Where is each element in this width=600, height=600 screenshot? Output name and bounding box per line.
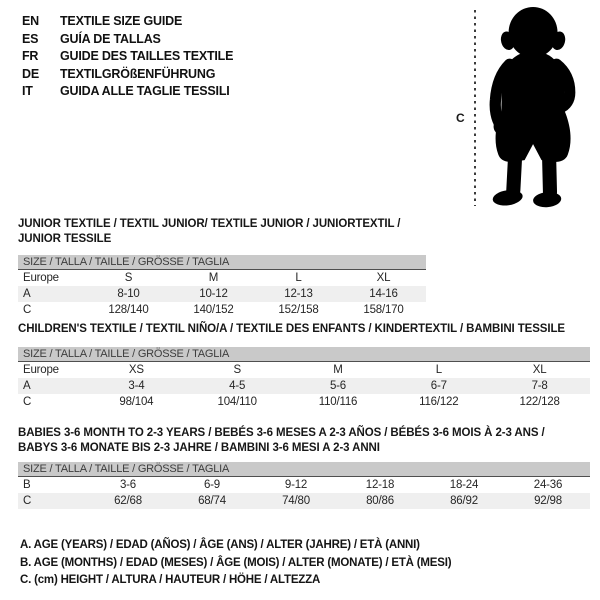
table-row [18, 270, 426, 286]
table-cell: 18-24 [449, 479, 479, 491]
guide-title-es: GUÍA DE TALLAS [60, 31, 161, 46]
table-cell: 4-5 [229, 380, 246, 392]
children-textile-section [18, 322, 590, 410]
table-cell: 10-12 [199, 288, 228, 300]
table-cell: 7-8 [531, 380, 548, 392]
table-cell: M [208, 272, 219, 284]
language-code: ES [22, 31, 39, 46]
table-cell: XL [376, 272, 391, 284]
table-cell: 86/92 [450, 495, 478, 507]
table-cell: 98/104 [119, 396, 154, 408]
babies-textile-section [18, 426, 590, 509]
table-title-line: JUNIOR TEXTILE / TEXTIL JUNIOR/ TEXTILE JUNIOR / JUNIORTEXTIL / JUNIOR TESSILE [18, 218, 401, 245]
table-cell: 62/68 [114, 495, 142, 507]
table-cell: 12-13 [284, 288, 313, 300]
table-cell: 24-36 [533, 479, 563, 491]
table-row [18, 378, 590, 394]
table-cell: S [124, 272, 133, 284]
language-code: FR [22, 49, 39, 64]
table-row [18, 302, 426, 318]
table-body [18, 270, 426, 318]
language-code: EN [22, 14, 39, 28]
table-title-line: BABYS 3-6 MONATE BIS 2-3 JAHRE / BAMBINI 3-6 MESI A 2-3 ANNI [18, 442, 380, 454]
size-header-band: SIZE / TALLA / TAILLE / GRÖSSE / TAGLIA [18, 462, 590, 477]
table-cell: S [233, 364, 241, 376]
table-row [18, 477, 590, 493]
row-label: C [23, 304, 32, 316]
guide-title-de: TEXTILGRÖßENFÜHRUNG [60, 66, 216, 81]
table-cell: 14-16 [369, 288, 398, 300]
table-cell: XS [128, 364, 144, 376]
table-title-line: BABIES 3-6 MONTH TO 2-3 YEARS / BEBÉS 3-6 MESES A 2-3 AÑOS / BÉBÉS 3-6 MOIS À 2-3 ANS / [18, 427, 545, 439]
language-code: DE [22, 66, 39, 81]
row-label: Europe [23, 364, 59, 376]
size-table [18, 347, 590, 410]
table-cell: 6-9 [203, 479, 221, 491]
junior-textile-section [18, 217, 426, 318]
table-title [18, 217, 426, 247]
table-cell: 152/158 [278, 304, 319, 316]
language-code: IT [22, 84, 33, 99]
table-row [18, 394, 590, 410]
table-cell: 104/110 [217, 396, 257, 408]
row-label: C [23, 396, 32, 408]
size-header-band: SIZE / TALLA / TAILLE / GRÖSSE / TAGLIA [18, 255, 426, 270]
size-header-band: SIZE / TALLA / TAILLE / GRÖSSE / TAGLIA [18, 347, 590, 362]
language-row [22, 66, 233, 84]
table-cell: M [333, 364, 343, 376]
table-title-line: CHILDREN'S TEXTILE / TEXTIL NIÑO/A / TEXTILE DES ENFANTS / KINDERTEXTIL / BAMBINI TESSILE [18, 323, 565, 335]
language-row [22, 48, 233, 66]
legend-line-a: A. AGE (YEARS) / EDAD (AÑOS) / ÂGE (ANS) / ALTER (JAHRE) / ETÀ (ANNI) [20, 539, 420, 551]
table-body [18, 477, 590, 509]
table-cell: 80/86 [366, 495, 394, 507]
table-cell: 116/122 [419, 396, 459, 408]
language-row [22, 13, 233, 31]
row-label: C [23, 495, 32, 507]
table-row [18, 286, 426, 302]
table-row [18, 362, 590, 378]
legend-line-c: C. (cm) HEIGHT / ALTURA / HAUTEUR / HÖHE / ALTEZZA [20, 574, 321, 586]
toddler-silhouette-figure [448, 4, 588, 214]
row-label: A [23, 380, 31, 392]
table-cell: 12-18 [365, 479, 395, 491]
row-label: A [23, 288, 31, 300]
language-row [22, 83, 233, 101]
guide-title-it: GUIDA ALLE TAGLIE TESSILI [60, 84, 230, 99]
language-row [22, 31, 233, 49]
guide-title-en: TEXTILE SIZE GUIDE [60, 14, 183, 28]
table-title [18, 322, 590, 337]
table-cell: XL [532, 364, 547, 376]
table-cell: 110/116 [318, 396, 358, 408]
table-cell: L [435, 364, 442, 376]
table-cell: 6-7 [430, 380, 447, 392]
table-cell: 3-6 [119, 479, 137, 491]
table-cell: 68/74 [198, 495, 226, 507]
table-body [18, 362, 590, 410]
table-cell: 9-12 [284, 479, 308, 491]
language-guide-block [22, 13, 233, 101]
table-cell: 8-10 [117, 288, 140, 300]
table-cell: 74/80 [282, 495, 310, 507]
row-label: B [23, 479, 31, 491]
row-label: Europe [23, 272, 59, 284]
measure-legend [20, 537, 451, 590]
table-cell: 140/152 [193, 304, 234, 316]
size-table [18, 462, 590, 509]
toddler-silhouette-icon [492, 7, 571, 208]
table-cell: 5-6 [329, 380, 346, 392]
table-row [18, 493, 590, 509]
legend-line-b: B. AGE (MONTHS) / EDAD (MESES) / ÂGE (MOIS) / ALTER (MONATE) / ETÀ (MESI) [20, 556, 452, 569]
table-cell: 3-4 [128, 380, 145, 392]
table-cell: L [295, 272, 302, 284]
table-title [18, 426, 590, 456]
size-table [18, 255, 426, 318]
table-cell: 122/128 [519, 396, 560, 408]
measure-label-c: C [456, 111, 465, 125]
table-cell: 128/140 [108, 304, 149, 316]
table-cell: 92/98 [534, 495, 562, 507]
table-cell: 158/170 [363, 304, 404, 316]
guide-title-fr: GUIDE DES TAILLES TEXTILE [60, 49, 234, 64]
